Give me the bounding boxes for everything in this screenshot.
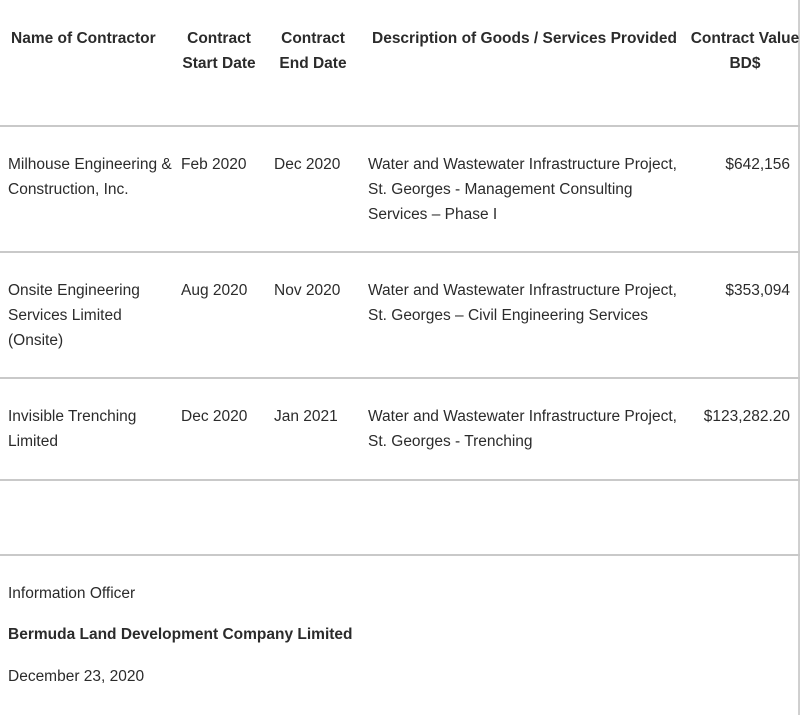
contract-description: Water and Wastewater Infrastructure Project, St. Georges - Management Consulting Services – Phase I [368,156,677,223]
header-contract-value: Contract Value BD$ [690,30,800,72]
header-description: Description of Goods / Services Provided [372,30,677,47]
table-row [0,127,800,251]
company-name: Bermuda Land Development Company Limited [8,626,353,643]
table-row [0,253,800,377]
contract-start-date: Dec 2020 [181,408,248,425]
contract-start-date: Aug 2020 [181,282,248,299]
contractor-name: Milhouse Engineering & Construction, Inc. [8,156,172,198]
header-name-of-contractor: Name of Contractor [11,30,156,47]
contractor-name: Onsite Engineering Services Limited (Onsite) [8,282,140,349]
contract-value: $642,156 [725,156,790,173]
contract-end-date: Jan 2021 [274,408,338,425]
empty-table-row [0,481,800,554]
contract-description: Water and Wastewater Infrastructure Project, St. Georges - Trenching [368,408,677,450]
contract-description: Water and Wastewater Infrastructure Project, St. Georges – Civil Engineering Services [368,282,677,324]
table-row [0,379,800,479]
header-contract-end-date: Contract End Date [279,30,347,72]
contract-end-date: Nov 2020 [274,282,341,299]
header-contract-start-date: Contract Start Date [182,30,256,72]
information-officer-label: Information Officer [8,585,136,602]
contract-start-date: Feb 2020 [181,156,247,173]
contractor-name: Invisible Trenching Limited [8,408,137,450]
contract-value: $123,282.20 [703,408,790,425]
contract-value: $353,094 [725,282,790,299]
notice-date: December 23, 2020 [8,668,145,685]
row-divider [0,554,800,556]
table-header-row [0,0,800,126]
contract-end-date: Dec 2020 [274,156,341,173]
